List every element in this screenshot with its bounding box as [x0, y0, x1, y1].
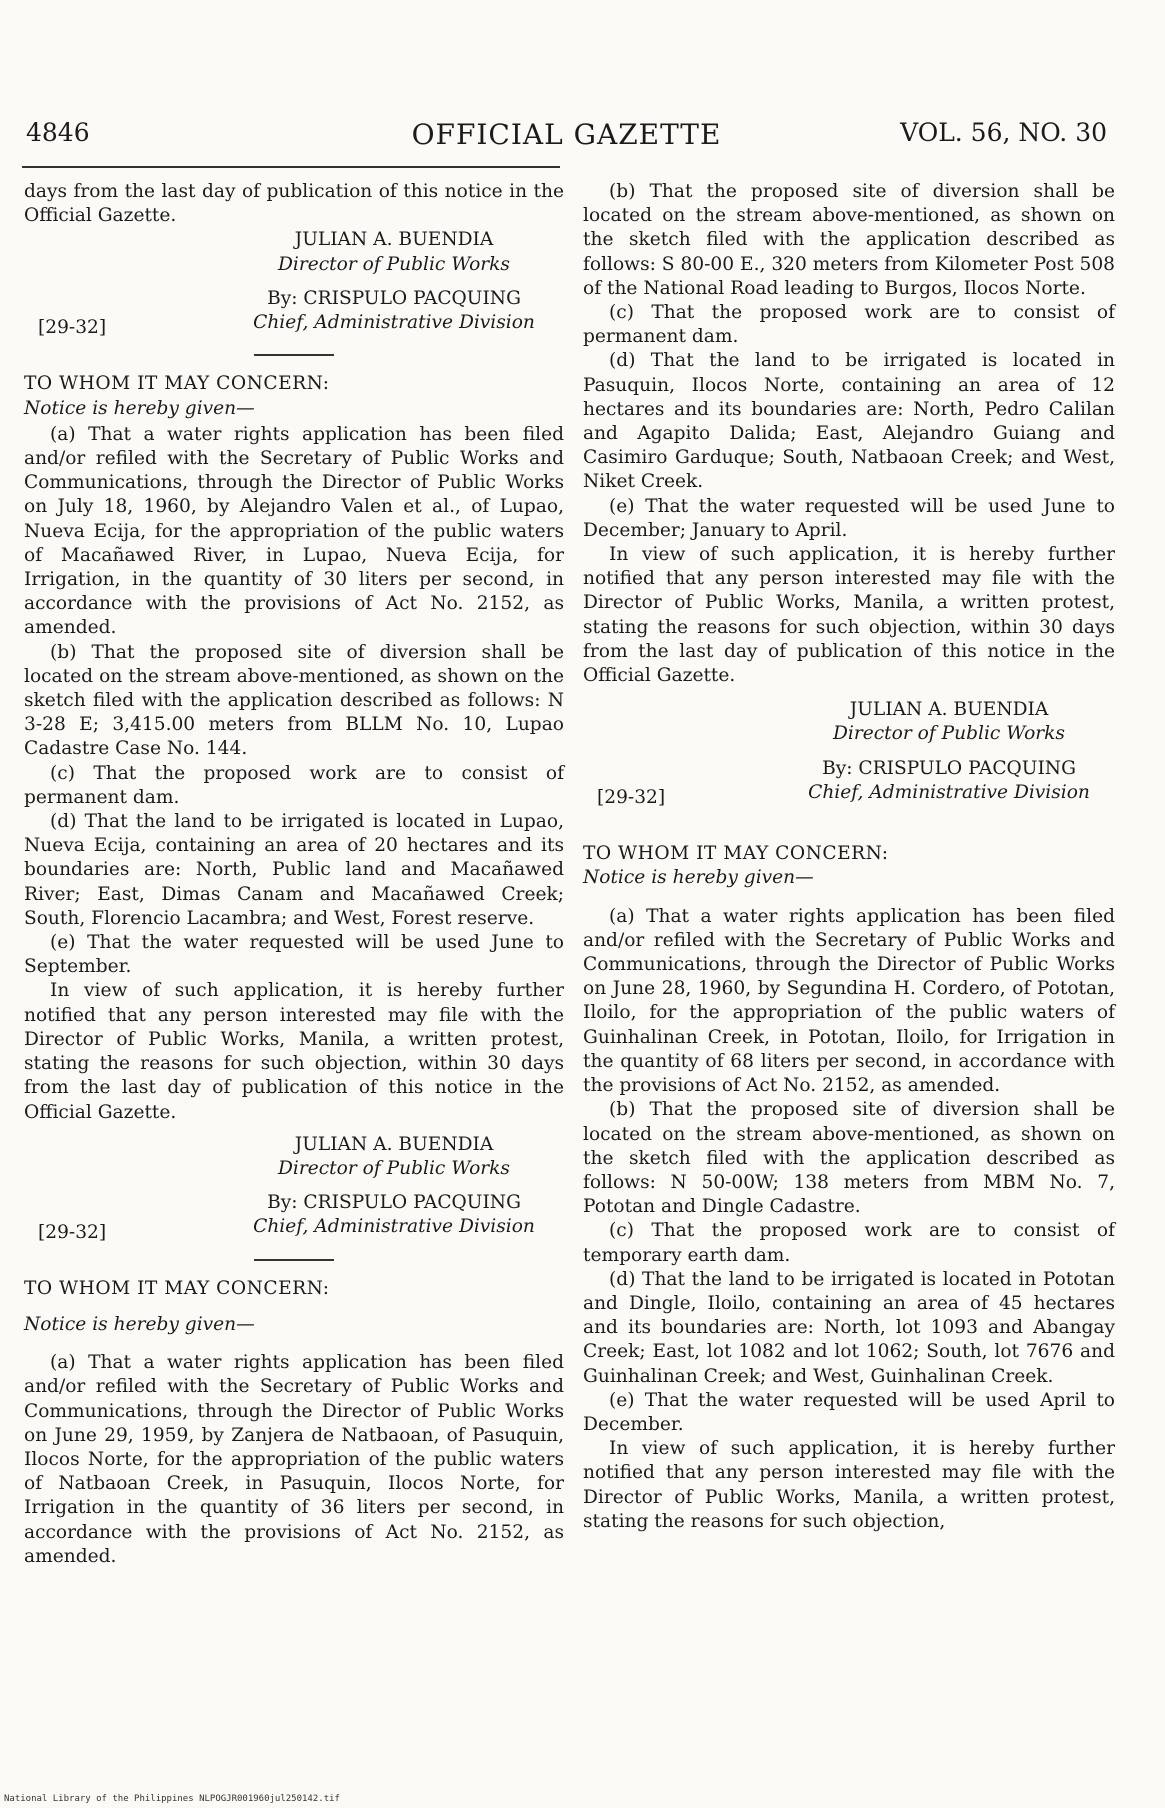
signature-block	[24, 1133, 564, 1249]
notice-heading: TO WHOM IT MAY CONCERN:	[583, 843, 889, 865]
clause-e: (e) That the water requested will be used June to September.	[24, 932, 564, 978]
continued-text: days from the last day of publication of this notice in the Official Gazette.	[24, 181, 564, 227]
scan-footer: National Library of the Philippines NLPOGJR001960jul250142.tif	[4, 1794, 340, 1804]
clause-c: (c) That the proposed work are to consist of temporary earth dam.	[583, 1220, 1115, 1266]
notice-intro: Notice is hereby given—	[24, 1313, 255, 1335]
protest-clause: In view of such application, it is hereby further notified that any person interested may file with the Director of Public Works, Manila, a written protest, stating the reasons for such objection, within 30 days from the last day of publication of this notice in the Official Gazette.	[24, 980, 564, 1123]
spacer	[24, 1301, 564, 1313]
signed-by	[224, 287, 564, 311]
page-number: 4846	[26, 118, 90, 147]
clause-a: (a) That a water rights application has been filed and/or refiled with the Secretary of Public Works and Communications, through the Director of Public Works on July 18, 1960, by Alejandro Valen et al., of Lupao, Nueva Ecija, for the appropriation of the public waters of Macañawed River, in Lupao, Nueva Ecija, for Irrigation, in the quantity of 30 liters per second, in accordance with the provisions of Act No. 2152, as amended.	[24, 423, 564, 639]
clause-e: (e) That the water requested will be used April to December.	[583, 1389, 1115, 1435]
signatory-title: Director of Public Works	[278, 253, 510, 275]
signatory-name: JULIAN A. BUENDIA	[849, 699, 1049, 721]
by-name: CRISPULO PACQUING	[858, 757, 1076, 779]
clause-d: (d) That the land to be irrigated is located in Lupao, Nueva Ecija, containing an area of 20 hectares and its boundaries are: North, Public land and Macañawed River; East, Dimas Canam and Macañawed Creek; South, Florencio Lacambra; and West, Forest reserve.	[24, 811, 564, 929]
signatory-name: JULIAN A. BUENDIA	[294, 229, 494, 251]
by-name: CRISPULO PACQUING	[303, 287, 521, 309]
signed-by	[783, 757, 1115, 781]
clause-c: (c) That the proposed work are to consist of permanent dam.	[24, 762, 564, 808]
signed-by-title: Chief, Administrative Division	[253, 312, 535, 334]
clause-b: (b) That the proposed site of diversion shall be located on the stream above-mentioned, as shown on the sketch filed with the application described as follows: S 80-00 E., 320 meters from Kilometer Post 508 of the National Road leading to Burgos, Ilocos Norte.	[583, 181, 1115, 299]
by-label: By:	[267, 1192, 298, 1214]
by-label: By:	[822, 757, 853, 779]
volume-issue: VOL. 56, NO. 30	[900, 118, 1107, 147]
clause-c: (c) That the proposed work are to consist of permanent dam.	[583, 302, 1115, 348]
protest-clause: In view of such application, it is hereby further notified that any person interested may file with the Director of Public Works, Manila, a written protest, stating the reasons for such objection, within 30 days from the last day of publication of this notice in the Official Gazette.	[583, 544, 1115, 687]
section-divider	[254, 1259, 334, 1261]
signature-block	[24, 228, 564, 344]
issue-reference: [29-32]	[38, 317, 107, 339]
right-column	[583, 180, 1115, 1534]
header-rule	[22, 166, 560, 168]
issue-reference: [29-32]	[38, 1221, 107, 1243]
spacer	[583, 814, 1115, 836]
signed-by	[224, 1191, 564, 1215]
signed-by-title: Chief, Administrative Division	[253, 1216, 535, 1238]
by-label: By:	[267, 287, 298, 309]
clause-d: (d) That the land to be irrigated is located in Pototan and Dingle, Iloilo, containing an area of 45 hectares and its boundaries are: North, lot 1093 and Abangay Creek; East, lot 1082 and lot 1062; South, lot 7676 and Guinhalinan Creek; and West, Guinhalinan Creek.	[583, 1268, 1115, 1387]
publication-title: OFFICIAL GAZETTE	[411, 118, 722, 151]
page-header	[26, 118, 1107, 158]
clause-b: (b) That the proposed site of diversion shall be located on the stream above-mentioned, as shown on the sketch filed with the application described as follows: N 3-28 E; 3,415.00 meters from BLLM No. 10, Lupao Cadastre Case No. 144.	[24, 641, 564, 760]
notice-heading: TO WHOM IT MAY CONCERN:	[24, 1277, 330, 1299]
notice-intro: Notice is hereby given—	[583, 867, 814, 889]
clause-d: (d) That the land to be irrigated is located in Pasuquin, Ilocos Norte, containing an area of 12 hectares and its boundaries are: North, Pedro Calilan and Agapito Dalida; East, Alejandro Guiang and Casimiro Garduque; South, Natbaoan Creek; and West, Niket Creek.	[583, 350, 1115, 493]
spacer	[583, 893, 1115, 905]
by-name: CRISPULO PACQUING	[303, 1192, 521, 1214]
signatory-title: Director of Public Works	[833, 723, 1065, 745]
signatory-name: JULIAN A. BUENDIA	[294, 1133, 494, 1155]
spacer	[24, 1339, 564, 1351]
clause-a: (a) That a water rights application has been filed and/or refiled with the Secretary of Public Works and Communications, through the Director of Public Works on June 28, 1960, by Segundina H. Cordero, of Pototan, Iloilo, for the appropriation of the public waters of Guinhalinan Creek, in Pototan, Iloilo, for Irrigation in the quantity of 68 liters per second, in accordance with the provisions of Act No. 2152, as amended.	[583, 905, 1115, 1097]
issue-reference: [29-32]	[597, 787, 666, 809]
notice-heading: TO WHOM IT MAY CONCERN:	[24, 373, 330, 395]
signatory-title: Director of Public Works	[278, 1157, 510, 1179]
section-divider	[254, 354, 334, 356]
left-column	[24, 180, 564, 1569]
notice-intro: Notice is hereby given—	[24, 397, 255, 419]
clause-b: (b) That the proposed site of diversion shall be located on the stream above-mentioned, as shown on the sketch filed with the application described as follows: N 50-00W; 138 meters from MBM No. 7, Pototan and Dingle Cadastre.	[583, 1099, 1115, 1218]
clause-a: (a) That a water rights application has been filed and/or refiled with the Secretary of Public Works and Communications, through the Director of Public Works on June 29, 1959, by Zanjera de Natbaoan, of Pasuquin, Ilocos Norte, for the appropriation of the public waters of Natbaoan Creek, in Pasuquin, Ilocos Norte, for Irrigation in the quantity of 36 liters per second, in accordance with the provisions of Act No. 2152, as amended.	[24, 1352, 564, 1567]
signature-block	[583, 698, 1115, 814]
clause-e: (e) That the water requested will be used June to December; January to April.	[583, 495, 1115, 541]
signed-by-title: Chief, Administrative Division	[808, 781, 1090, 803]
protest-clause: In view of such application, it is hereby further notified that any person interested may file with the Director of Public Works, Manila, a written protest, stating the reasons for such objection,	[583, 1438, 1115, 1532]
